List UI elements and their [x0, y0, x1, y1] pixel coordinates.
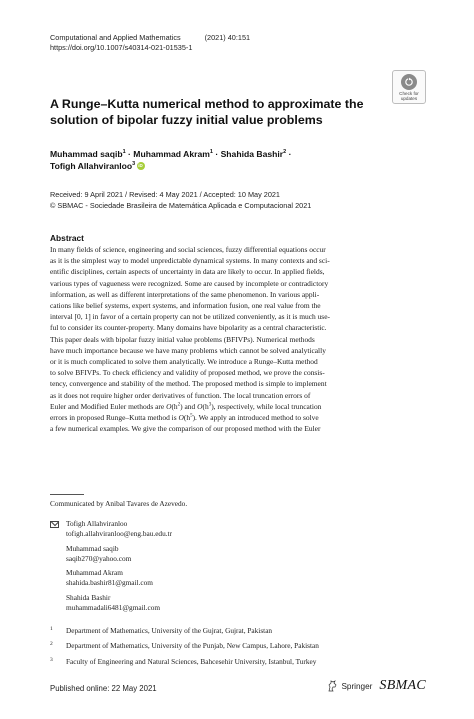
contact-email[interactable]: tofigh.allahviranloo@eng.bau.edu.tr [66, 529, 173, 538]
contact-entry [50, 568, 430, 588]
abstract-line: entific disciplines, certain aspects of uncertainty in data are likely to occur. In applied fields, [50, 267, 325, 277]
abstract-line: This paper deals with bipolar fuzzy initial value problems (BFIVPs). Numerical methods [50, 334, 315, 344]
contact-name: Muhammad saqib [66, 543, 119, 553]
abstract-line: information, as well as different interpretations of the same phenomenon. In various appli- [50, 289, 320, 299]
abstract-line: ful to consider its counter-property. Many domains have bipolarity as a central characteristic. [50, 323, 327, 333]
published-online: Published online: 22 May 2021 [50, 684, 157, 693]
author-separator: · [286, 149, 292, 159]
contact-email[interactable]: saqib270@yahoo.com [66, 553, 132, 563]
check-for-updates-label: Check for updates [399, 90, 419, 101]
abstract-line: tency, convergence and stability of the method. The proposed method is simple to implement [50, 379, 327, 389]
springer-label: Springer [341, 681, 373, 691]
footnote-rule [50, 494, 84, 495]
abstract-line: Euler and Modified Euler methods are $O(h^2)$ and $O(h^3)$, respectively, while local truncation [50, 401, 322, 411]
sbmac-logo[interactable]: SBMAC [379, 678, 426, 693]
springer-logo[interactable] [327, 680, 372, 692]
author-affiliation-mark: 3 [132, 161, 136, 168]
affiliation-text: Faculty of Engineering and Natural Sciences, Bahcesehir University, Istanbul, Turkey [66, 656, 317, 666]
footer-logos [327, 678, 426, 694]
abstract-line: as it does not require higher order derivatives of function. The local truncation errors of [50, 390, 311, 400]
author-list [50, 148, 380, 172]
affiliation-number: 1 [50, 626, 53, 632]
affiliation-number: 2 [50, 641, 53, 648]
title-line: A Runge–Kutta numerical method to approximate the [50, 97, 364, 111]
title-line: solution of bipolar fuzzy initial value problems [50, 112, 323, 127]
author-name[interactable]: Muhammad Akram [133, 149, 210, 159]
abstract-line: have much importance because we have many problems which cannot be solved analytically [50, 345, 326, 355]
journal-volume: (2021) 40:151 [204, 33, 251, 42]
abstract-line: a few numerical examples. We give the comparison of our proposed method with the Euler [50, 424, 321, 434]
abstract-line: interval [0, 1] in favor of a certain property can not be utilized conveniently, as it is much use- [50, 312, 330, 322]
contact-name: Tofigh Allahviranloo [66, 519, 128, 528]
doi-link[interactable]: https://doi.org/10.1007/s40314-021-01535-1 [50, 43, 193, 52]
copyright-line: © SBMAC - Sociedade Brasileira de Matemática Aplicada e Computacional 2021 [50, 200, 312, 210]
author-name[interactable]: Shahida Bashir [220, 149, 284, 159]
abstract-line: errors in proposed Runge–Kutta method is $O(h^5)$. We apply an introduced method to solve [50, 413, 319, 423]
abstract-body [50, 244, 424, 434]
abstract-heading: Abstract [50, 233, 84, 243]
abstract-line: In many fields of science, engineering and social sciences, fuzzy differential equations occur [50, 245, 326, 254]
abstract-line: cations like belief systems, expert systems, and information fusion, one real value from the [50, 301, 321, 311]
journal-name: Computational and Applied Mathematics [50, 33, 181, 42]
affiliation-number: 3 [50, 656, 53, 663]
contact-entry [50, 593, 430, 613]
contact-list [50, 519, 430, 617]
mail-icon [50, 521, 59, 528]
orcid-icon[interactable] [137, 162, 145, 170]
affiliation-list [50, 626, 440, 672]
contact-entry [50, 519, 430, 539]
author-line [50, 148, 380, 160]
affiliation-text: Department of Mathematics, University of the Punjab, New Campus, Lahore, Pakistan [66, 641, 319, 651]
contact-name: Shahida Bashir [66, 592, 111, 602]
abstract-line: as it is the simplest way to model unpredictable dynamical systems. In many contexts and sci- [50, 256, 330, 266]
contact-name: Muhammad Akram [66, 568, 123, 577]
contact-entry [50, 544, 430, 564]
author-line [50, 160, 380, 172]
check-for-updates-badge[interactable] [392, 70, 426, 104]
author-name[interactable]: Tofigh Allahviranloo [50, 161, 133, 171]
publication-dates [50, 190, 410, 211]
author-separator: · [212, 149, 221, 159]
abstract-line: or it is much complicated to solve them analytically. We introduce a Runge–Kutta method [50, 357, 318, 367]
author-separator: · [125, 149, 134, 159]
author-name[interactable]: Muhammad saqib [50, 149, 123, 159]
journal-line [50, 33, 250, 43]
communicated-by: Communicated by Anibal Tavares de Azevedo. [50, 499, 188, 508]
abstract-line: to solve BFIVPs. To check efficiency and validity of proposed method, we prove the consis- [50, 368, 325, 378]
abstract-line: various types of vagueness were recognized. Some are caused by incomplete or contradictory [50, 278, 329, 288]
affiliation-entry [50, 657, 440, 667]
check-for-updates-icon [401, 74, 417, 90]
journal-header [50, 33, 250, 53]
contact-email[interactable]: shahida.bashir81@gmail.com [66, 578, 153, 587]
affiliation-entry [50, 641, 440, 651]
affiliation-text: Department of Mathematics, University of the Gujrat, Gujrat, Pakistan [66, 626, 273, 635]
affiliation-entry [50, 626, 440, 636]
contact-email[interactable]: muhammadali6481@gmail.com [66, 602, 161, 612]
author-affiliation-mark: 2 [283, 149, 287, 156]
springer-horse-icon [327, 680, 338, 692]
paper-title [50, 97, 390, 128]
author-affiliation-mark: 1 [122, 149, 126, 156]
history-dates: Received: 9 April 2021 / Revised: 4 May 2021 / Accepted: 10 May 2021 [50, 190, 280, 199]
author-affiliation-mark: 1 [209, 149, 213, 156]
